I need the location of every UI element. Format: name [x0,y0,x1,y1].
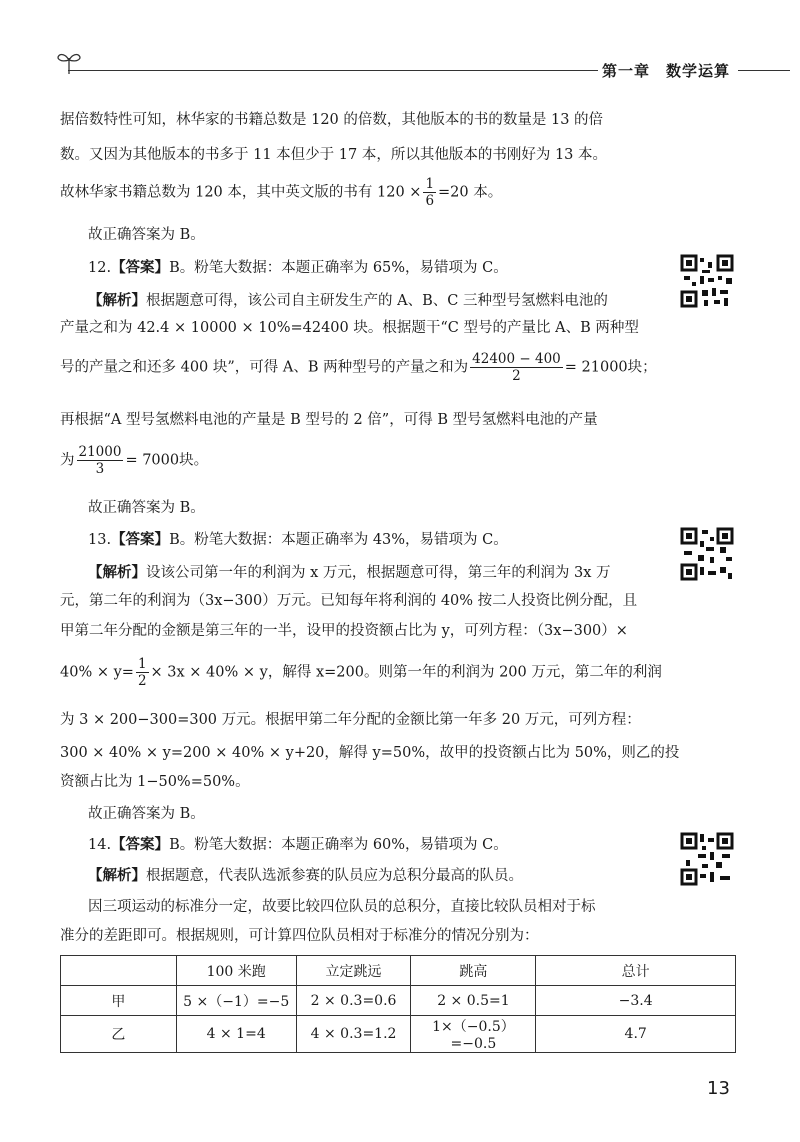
q12-analysis-line: 【解析】根据题意可得，该公司自主研发生产的 A、B、C 三种型号氢燃料电池的 [88,292,608,309]
table-cell: 5 ×（−1）=−5 [176,986,296,1016]
text-line-fraction: 故林华家书籍总数为 120 本，其中英文版的书有 120 × $\frac{1}{6}$ =20 本。 [60,176,503,209]
table-cell: 甲 [61,986,177,1016]
table-header: 总计 [536,956,736,986]
table-header: 立定跳远 [296,956,411,986]
table-header: 100 米跑 [176,956,296,986]
table-cell: 乙 [61,1016,177,1053]
table-header-row [61,956,736,986]
qr-code-icon [680,832,734,886]
table-header [61,956,177,986]
fraction: $\frac{1}{6}$ [425,176,435,209]
text-line: 数。又因为其他版本的书多于 11 本但少于 17 本，所以其他版本的书刚好为 13 本。 [60,147,608,163]
table-cell: 4.7 [536,1016,736,1053]
text-line: 据倍数特性可知，林华家的书籍总数是 120 的倍数，其他版本的书的数量是 13 的倍 [60,112,604,128]
table-cell: 2 × 0.5=1 [411,986,536,1016]
fraction: $\frac{21000}{3}$ [78,444,122,477]
table-cell: 4 × 0.3=1.2 [296,1016,411,1053]
qr-code-icon [680,527,734,581]
chapter-title: 第一章 数学运算 [598,60,734,81]
text-line: 产量之和为 42.4 × 10000 × 10%=42400 块。根据题干“C 型号的产量比 A、B 两种型 [60,320,639,336]
conclusion-line: 故正确答案为 B。 [88,500,205,516]
text-line: 资额占比为 1−50%=50%。 [60,774,250,790]
fraction: $\frac{1}{2}$ [137,656,147,689]
text-line: 为 3 × 200−300=300 万元。根据甲第二年分配的金额比第一年多 20 万元，可列方程： [60,712,641,728]
text-line-fraction: 40% × y= $\frac{1}{2}$ × 3x × 40% × y，解得 x=200。则第一年的利润为 200 万元，第二年的利润 [60,656,662,689]
sprout-icon [54,46,84,76]
score-table [60,955,736,1053]
text-line-fraction: 号的产量之和还多 400 块”，可得 A、B 两种型号的产量之和为 $\frac{42400 - 400}{2}$ = 21000块； [60,351,657,384]
text-line: 300 × 40% × y=200 × 40% × y+20，解得 y=50%，故甲的投资额占比为 50%，则乙的投 [60,745,680,761]
page-number: 13 [707,1078,730,1099]
q14-answer-line: 14.【答案】B。粉笔大数据：本题正确率为 60%，易错项为 C。 [88,836,508,853]
text-line: 元，第二年的利润为（3x−300）万元。已知每年将利润的 40% 按二人投资比例分配，且 [60,593,638,609]
table-header: 跳高 [411,956,536,986]
q14-analysis-line: 【解析】根据题意，代表队选派参赛的队员应为总积分最高的队员。 [88,867,523,884]
table-cell: −3.4 [536,986,736,1016]
text-line: 再根据“A 型号氢燃料电池的产量是 B 型号的 2 倍”，可得 B 型号氢燃料电池的产量 [60,412,598,428]
text-line: 甲第二年分配的金额是第三年的一半，设甲的投资额占比为 y，可列方程：（3x−300）× [60,623,628,639]
table-row [61,1016,736,1053]
text-line: 准分的差距即可。根据规则，可计算四位队员相对于标准分的情况分别为： [60,928,539,944]
header-rule-right [738,70,790,71]
table-cell: 2 × 0.3=0.6 [296,986,411,1016]
conclusion-line: 故正确答案为 B。 [88,227,205,243]
text-line: 因三项运动的标准分一定，故要比较四位队员的总积分，直接比较队员相对于标 [88,899,596,915]
table-row [61,986,736,1016]
q13-analysis-line: 【解析】设该公司第一年的利润为 x 万元，根据题意可得，第三年的利润为 3x 万 [88,564,611,581]
conclusion-line: 故正确答案为 B。 [88,806,205,822]
table-cell: 1×（−0.5）=−0.5 [411,1016,536,1053]
text-line-fraction: 为 $\frac{21000}{3}$ = 7000块。 [60,444,209,477]
q13-answer-line: 13.【答案】B。粉笔大数据：本题正确率为 43%，易错项为 C。 [88,531,508,548]
qr-code-icon [680,254,734,308]
fraction: $\frac{42400 - 400}{2}$ [472,351,561,384]
table-cell: 4 × 1=4 [176,1016,296,1053]
q12-answer-line: 12.【答案】B。粉笔大数据：本题正确率为 65%，易错项为 C。 [88,259,508,276]
